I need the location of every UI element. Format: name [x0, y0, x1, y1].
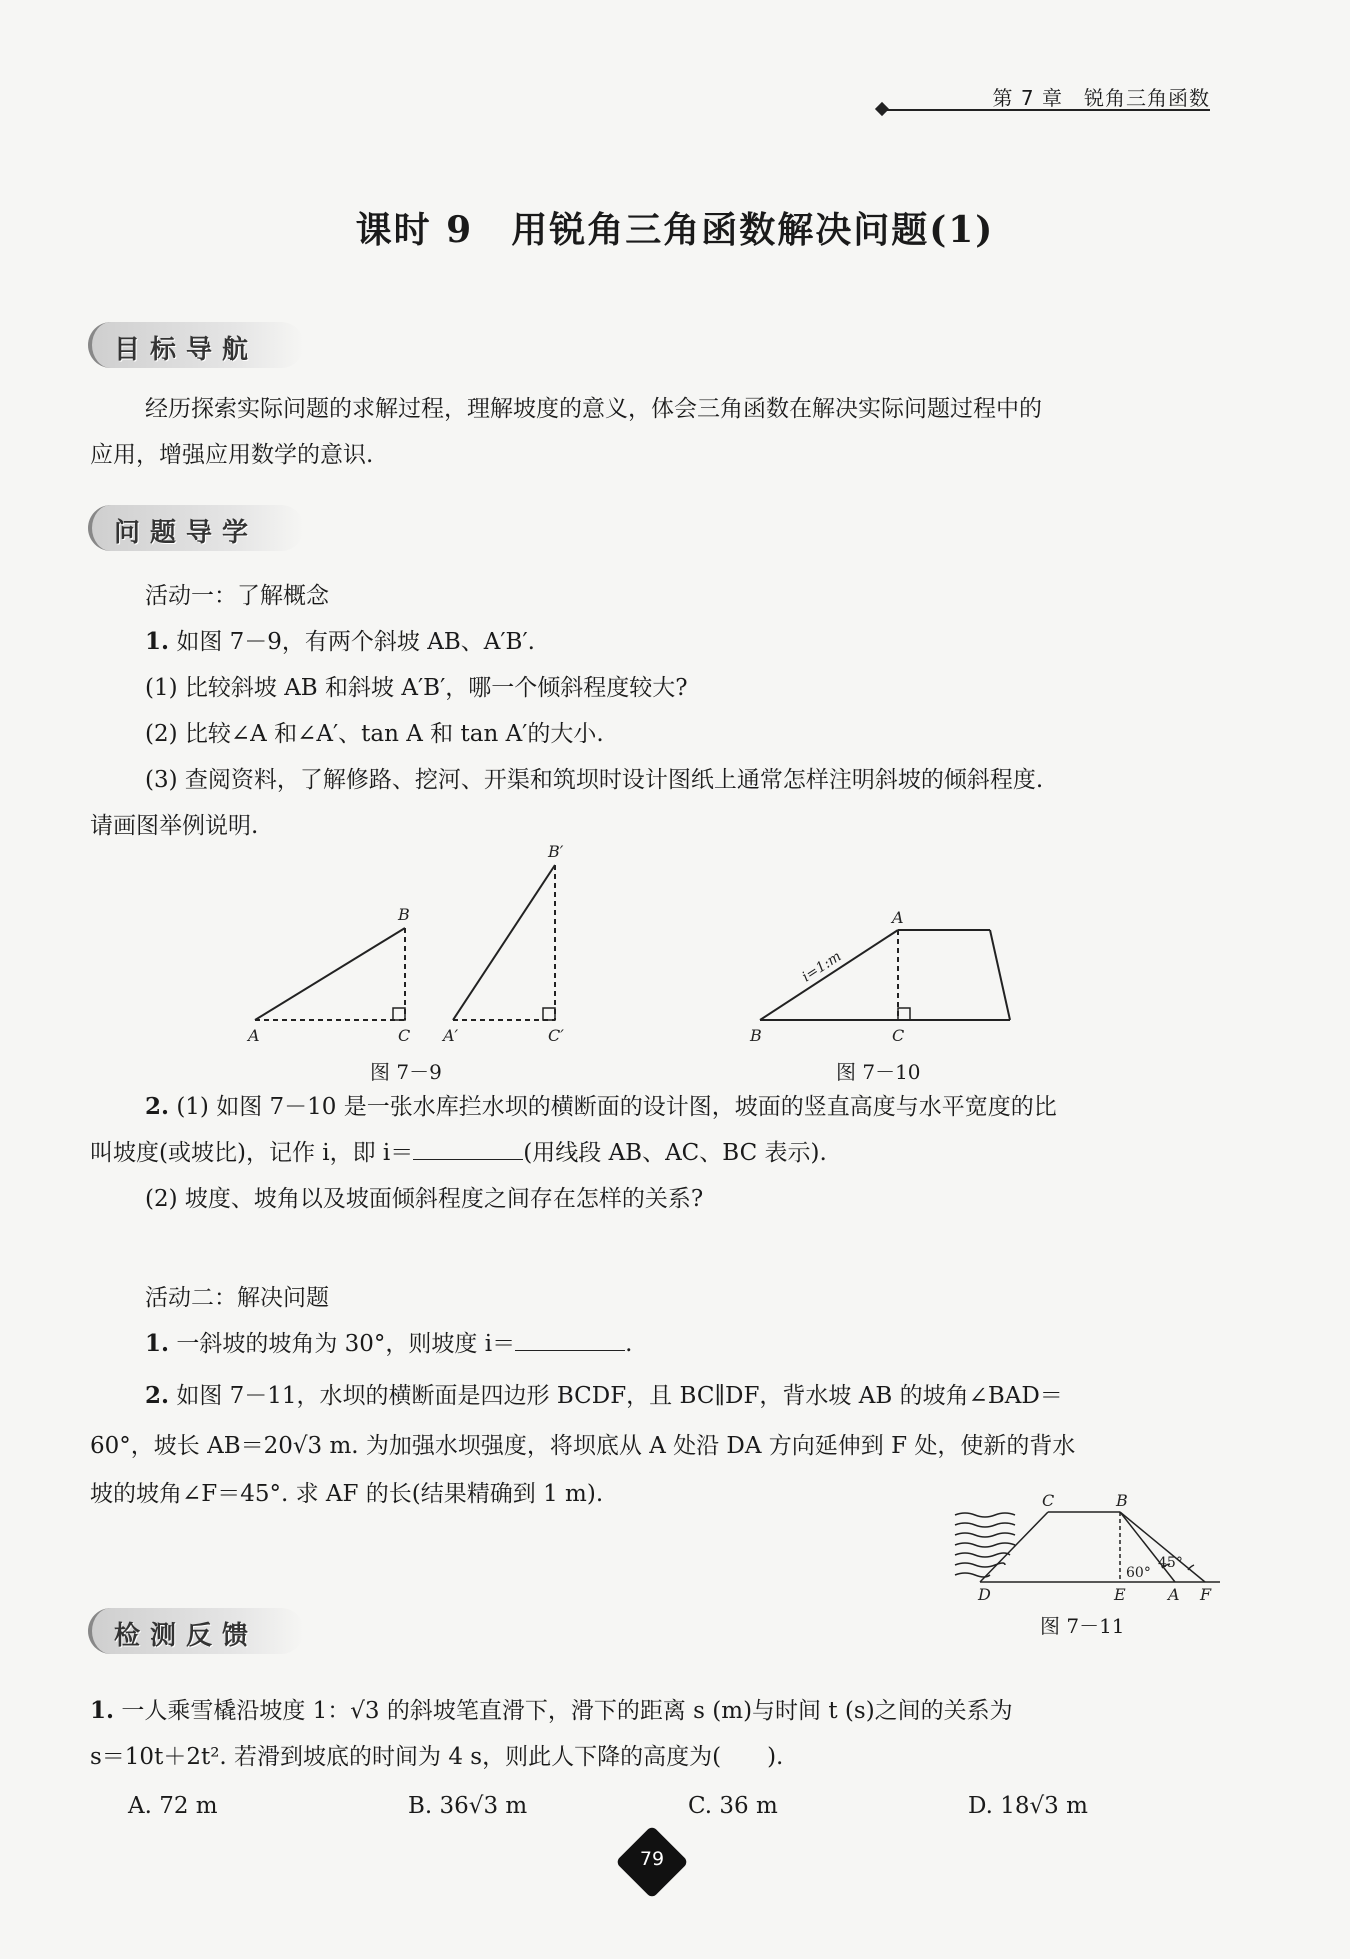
- fig711-label-C: C: [1042, 1491, 1055, 1510]
- fig79-label-B2: B′: [548, 845, 564, 861]
- section-label-goal: 目标导航: [114, 335, 259, 365]
- figure-7-11: [950, 1470, 1230, 1605]
- a1-q1-part3a: (3) 查阅资料，了解修路、挖河、开渠和筑坝时设计图纸上通常怎样注明斜坡的倾斜程度.: [145, 767, 1044, 793]
- a2-q2-line1-text: 如图 7－11，水坝的横断面是四边形 BCDF，且 BC∥DF，背水坡 AB 的坡角∠BAD＝: [176, 1383, 1063, 1409]
- page-title: 课时 9 用锐角三角函数解决问题(1): [355, 209, 995, 251]
- section-badge-guide: [88, 505, 304, 551]
- fig711-label-E: E: [1114, 1585, 1126, 1604]
- fig710-label-C: C: [892, 1026, 905, 1045]
- section-label-feedback: 检测反馈: [114, 1621, 259, 1651]
- a1-q2-part1b-post: (用线段 AB、AC、BC 表示).: [523, 1140, 827, 1166]
- fig711-angle-60: 60°: [1126, 1565, 1151, 1581]
- chapter-header: 第 7 章 锐角三角函数: [992, 86, 1210, 110]
- a1-q1: [145, 619, 535, 665]
- a1-q1-num: 1.: [145, 628, 170, 655]
- a1-q2-part1b: [90, 1130, 827, 1176]
- a1-q2-num: 2.: [145, 1093, 170, 1120]
- fig79-label-A2: A′: [443, 1026, 459, 1045]
- figure-7-9-and-7-10: [230, 845, 1050, 1085]
- a2-q1-post: .: [625, 1331, 633, 1357]
- a1-q1-part2: (2) 比较∠A 和∠A′、tan A 和 tan A′的大小.: [145, 721, 604, 747]
- a2-q2-line1: [145, 1373, 1063, 1419]
- page-number: 79: [639, 1848, 665, 1870]
- a2-q1-num: 1.: [145, 1330, 170, 1357]
- section-label-guide: 问题导学: [114, 518, 259, 548]
- fig710-label-B: B: [750, 1026, 762, 1045]
- section-badge-goal: [88, 322, 304, 368]
- fig711-caption: 图 7－11: [1040, 1614, 1125, 1638]
- activity1-title: 活动一：了解概念: [145, 583, 329, 609]
- fb-q1-option-b[interactable]: B. 36√3 m: [408, 1793, 528, 1819]
- fb-q1-option-d[interactable]: D. 18√3 m: [968, 1793, 1088, 1819]
- answer-blank-slope[interactable]: [515, 1328, 625, 1351]
- fig710-label-A: A: [892, 908, 904, 927]
- a2-q1-pre: 一斜坡的坡角为 30°，则坡度 i＝: [176, 1331, 516, 1357]
- fb-q1-line2: s＝10t＋2t². 若滑到坡底的时间为 4 s，则此人下降的高度为( ).: [90, 1744, 784, 1770]
- goal-text-line2: 应用，增强应用数学的意识.: [90, 442, 374, 468]
- a1-q1-part3b: 请画图举例说明.: [90, 813, 259, 839]
- fig711-label-D: D: [978, 1585, 991, 1604]
- goal-text-line1: 经历探索实际问题的求解过程，理解坡度的意义，体会三角函数在解决实际问题过程中的: [145, 396, 1042, 422]
- answer-blank-slope-ratio[interactable]: [413, 1137, 523, 1160]
- fig711-label-A: A: [1168, 1585, 1180, 1604]
- a2-q2-line3: 坡的坡角∠F＝45°. 求 AF 的长(结果精确到 1 m).: [90, 1481, 604, 1507]
- fig79-label-C2: C′: [548, 1026, 564, 1045]
- fig711-angle-45: 45°: [1158, 1555, 1183, 1571]
- fb-q1-option-c[interactable]: C. 36 m: [688, 1793, 778, 1819]
- a1-q2-part1a: [145, 1084, 1057, 1130]
- fig79-label-B: B: [398, 905, 410, 924]
- fig710-caption: 图 7－10: [836, 1060, 921, 1084]
- fig711-label-F: F: [1200, 1585, 1212, 1604]
- fb-q1-num: 1.: [90, 1697, 115, 1724]
- fb-q1-line1-text: 一人乘雪橇沿坡度 1：√3 的斜坡笔直滑下，滑下的距离 s (m)与时间 t (s)之间的关系为: [121, 1698, 1013, 1724]
- section-badge-feedback: [88, 1608, 304, 1654]
- a1-q2-part1b-pre: 叫坡度(或坡比)，记作 i，即 i＝: [90, 1140, 414, 1166]
- a2-q1: [145, 1321, 632, 1367]
- a1-q1-text: 如图 7－9，有两个斜坡 AB、A′B′.: [176, 629, 535, 655]
- a1-q2-part1a-text: (1) 如图 7－10 是一张水库拦水坝的横断面的设计图，坡面的竖直高度与水平宽度的比: [176, 1094, 1057, 1120]
- a1-q2-part2: (2) 坡度、坡角以及坡面倾斜程度之间存在怎样的关系?: [145, 1186, 704, 1212]
- a1-q1-part1: (1) 比较斜坡 AB 和斜坡 A′B′，哪一个倾斜程度较大?: [145, 675, 688, 701]
- fig710-slope-label: i=1:m: [799, 948, 845, 986]
- fig711-label-B: B: [1116, 1491, 1128, 1510]
- activity2-title: 活动二：解决问题: [145, 1285, 329, 1311]
- a2-q2-line2: 60°，坡长 AB＝20√3 m. 为加强水坝强度，将坝底从 A 处沿 DA 方向延伸到 F 处，使新的背水: [90, 1433, 1076, 1459]
- fb-q1-option-a[interactable]: A. 72 m: [128, 1793, 218, 1819]
- a2-q2-num: 2.: [145, 1382, 170, 1409]
- fb-q1-line1: [90, 1688, 1013, 1734]
- fig79-label-A: A: [248, 1026, 260, 1045]
- fig79-caption: 图 7－9: [370, 1060, 442, 1084]
- fig79-label-C: C: [398, 1026, 411, 1045]
